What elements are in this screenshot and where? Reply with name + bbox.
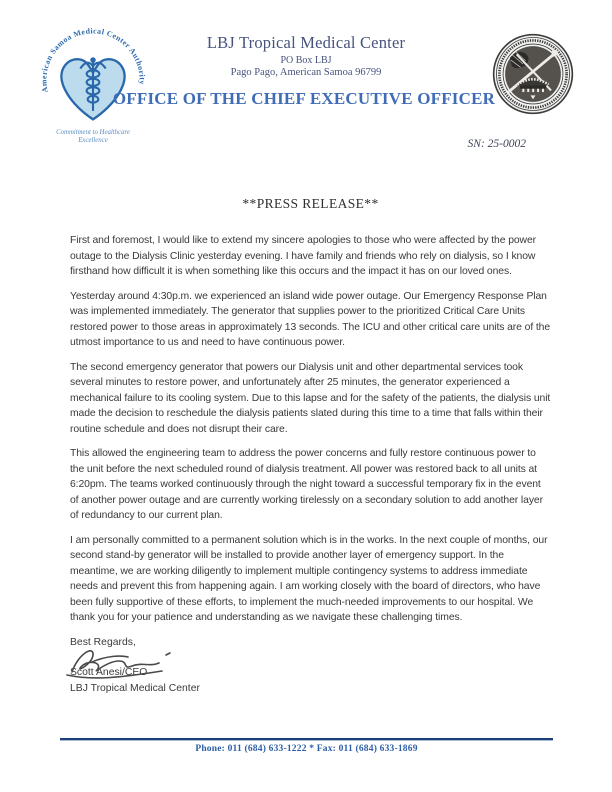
paragraph-5: I am personally committed to a permanent solution which is in the works. In the next couple of months, our second stand-by generator will be installed to provide another layer of emergency support. In the meantime, we are working diligently to implement multiple contingency systems to address immediate needs and prevent this from happening again. I am working closely with the board of directors, who have been fully supportive of these efforts, to implement the much-needed improvements to our hospital. We thank you for your patience and understanding as we navigate these challenging times. <box>70 534 548 623</box>
paragraph-4: This allowed the engineering team to address the power concerns and fully restore continuous power to the unit before the next scheduled round of dialysis treatment. All power was restored back to all units at 6:20pm. The teams worked continuously through the night toward a successful temporary fix in the event of another power outage and are currently working tirelessly on a secondary solution to add another layer of redundancy to our current plan. <box>70 448 543 521</box>
logo-tagline-line2: Excellence <box>78 137 108 144</box>
letter-footer <box>60 738 553 754</box>
closing-block <box>70 635 551 697</box>
asmca-logo-icon <box>40 26 146 128</box>
signer-org: LBJ Tropical Medical Center <box>70 682 200 694</box>
org-po-box: PO Box LBJ <box>280 55 332 66</box>
american-samoa-seal <box>492 33 574 115</box>
office-title: OFFICE OF THE CHIEF EXECUTIVE OFFICER <box>112 89 496 108</box>
press-release-title: **PRESS RELEASE** <box>242 196 379 211</box>
paragraph-2: Yesterday around 4:30p.m. we experienced an island wide power outage. Our Emergency Response Plan was implemented immediately. The generator that supplies power to the prioritized Critical Care Units restored power to those areas in approximately 13 seconds. The ICU and other critical care units are of the utmost importance to us and need to have continuous power. <box>70 290 551 348</box>
footer-divider <box>60 738 553 741</box>
letter-body <box>70 196 551 696</box>
footer-contact: Phone: 011 (684) 633-1222 * Fax: 011 (684) 633-1869 <box>195 744 418 754</box>
salutation: Best Regards, <box>70 636 136 648</box>
org-city-line: Pago Pago, American Samoa 96799 <box>230 67 382 78</box>
paragraph-3: The second emergency generator that powers our Dialysis unit and other departmental services took several minutes to restore power, and unfortunately after 25 minutes, the generator experienced a mechanical failure to its cooling system. Due to this lapse and for the safety of the patients, the dialysis unit made the decision to reschedule the dialysis patients slated during this time to a time that falls within their routine schedule and does not disrupt their care. <box>70 361 551 435</box>
letterhead-address <box>146 33 466 78</box>
org-name: LBJ Tropical Medical Center <box>206 33 406 52</box>
logo-arc-text: American Samoa Medical Center Authority <box>40 26 146 94</box>
signer-name: Scott Anesi/CEO <box>70 667 148 678</box>
serial-number: SN: 25-0002 <box>467 138 526 150</box>
asmca-logo <box>40 26 146 145</box>
logo-tagline <box>40 129 146 145</box>
logo-tagline-line1: Commitment to Healthcare <box>56 129 130 136</box>
american-samoa-seal-icon <box>492 33 574 115</box>
paragraph-1: First and foremost, I would like to extend my sincere apologies to those who were affected by the power outage to the Dialysis Clinic yesterday evening. I have family and friends who rely on dialysis, so I know firsthand how difficult it is when something like this occurs and the impact it has on our loved ones. <box>70 235 536 277</box>
